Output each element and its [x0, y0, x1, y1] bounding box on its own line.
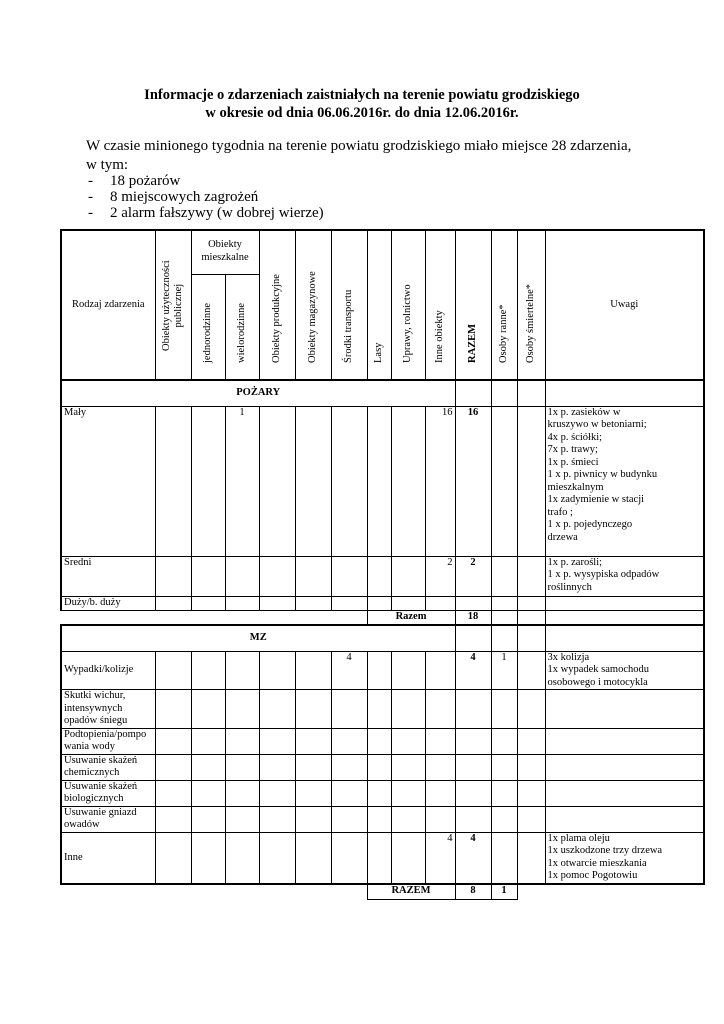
- cell-razem: 4: [455, 832, 491, 884]
- header-transport: Środki transportu: [331, 230, 367, 380]
- mz-razem-value: 8: [455, 884, 491, 899]
- cell-uwagi: 1x p. zasieków w kruszywo w betoniarni; 4x p. ściółki; 7x p. trawy; 1x p. śmieci 1 x p. piwnicy w budynku mieszkalnym 1x zadymienie w stacji trafo ; 1 x p. pojedynczego drzewa: [545, 406, 704, 556]
- mz-razem-label: RAZEM: [367, 884, 455, 899]
- cell-value: 1: [225, 406, 259, 556]
- header-uwagi: Uwagi: [545, 230, 704, 380]
- row-label: Skutki wichur, intensywnych opadów śniegu: [61, 690, 155, 729]
- cell-value: 4: [331, 651, 367, 690]
- cell-razem: 16: [455, 406, 491, 556]
- header-lasy: Lasy: [367, 230, 391, 380]
- cell-razem: 2: [455, 556, 491, 596]
- section-mz: MZ: [61, 625, 455, 651]
- header-osoby-smiertelne: Osoby śmiertelne*: [517, 230, 545, 380]
- section-pozary: POŻARY: [61, 380, 455, 406]
- table-row: [61, 556, 704, 596]
- table-row: [61, 806, 704, 832]
- cell-uwagi: 1x p. zarośli; 1 x p. wysypiska odpadów roślinnych: [545, 556, 704, 596]
- header-rodzaj: Rodzaj zdarzenia: [61, 230, 155, 380]
- cell-value: 4: [425, 832, 455, 884]
- header-produkcyjne: Obiekty produkcyjne: [259, 230, 295, 380]
- cell-value: 2: [425, 556, 455, 596]
- row-label: Wypadki/kolizje: [61, 651, 155, 690]
- header-razem: RAZEM: [455, 230, 491, 380]
- bullet-item: - 18 pożarów: [88, 173, 181, 189]
- intro-line1: W czasie minionego tygodnia na terenie powiatu grodziskiego miało miejsce 28 zdarzenia,: [86, 138, 632, 154]
- cell-uwagi: 1x plama oleju 1x uszkodzone trzy drzewa 1x otwarcie mieszkania 1x pomoc Pogotowiu: [545, 832, 704, 884]
- row-label: Podtopienia/pompo wania wody: [61, 728, 155, 754]
- table-row: [61, 690, 704, 729]
- header-obiekty-publiczne: Obiekty użyteczności publicznej: [155, 230, 191, 380]
- row-label: Duży/b. duży: [61, 596, 155, 610]
- header-inne-obiekty: Inne obiekty: [425, 230, 455, 380]
- table-row: [61, 728, 704, 754]
- pozary-razem-value: 18: [455, 610, 491, 625]
- row-label: Usuwanie gniazd owadów: [61, 806, 155, 832]
- header-mieszkalne: Obiekty mieszkalne: [191, 230, 259, 274]
- incidents-table: [60, 229, 705, 900]
- document-title-line2: w okresie od dnia 06.06.2016r. do dnia 12.06.2016r.: [205, 105, 519, 121]
- table-row: [61, 832, 704, 884]
- header-uprawy: Uprawy, rolnictwo: [391, 230, 425, 380]
- pozary-razem-label: Razem: [367, 610, 455, 625]
- cell-value: 16: [425, 406, 455, 556]
- table-row: [61, 754, 704, 780]
- bullet-item: - 8 miejscowych zagrożeń: [88, 189, 259, 205]
- intro-line2: w tym:: [86, 157, 129, 173]
- cell-uwagi: 3x kolizja 1x wypadek samochodu osobowego i motocykla: [545, 651, 704, 690]
- table-row: [61, 596, 704, 610]
- document-title-line1: Informacje o zdarzeniach zaistniałych na terenie powiatu grodziskiego: [144, 87, 580, 103]
- row-label: Usuwanie skażeń chemicznych: [61, 754, 155, 780]
- table-row: [61, 406, 704, 556]
- cell-ranne: 1: [491, 651, 517, 690]
- table-row: [61, 651, 704, 690]
- cell-razem: 4: [455, 651, 491, 690]
- row-label: Usuwanie skażeń biologicznych: [61, 780, 155, 806]
- header-jednorodzinne: jednorodzinne: [191, 274, 225, 380]
- row-label: Średni: [61, 556, 155, 596]
- header-osoby-ranne: Osoby ranne*: [491, 230, 517, 380]
- header-magazynowe: Obiekty magazynowe: [295, 230, 331, 380]
- table-row: [61, 780, 704, 806]
- row-label: Mały: [61, 406, 155, 556]
- header-wielorodzinne: wielorodzinne: [225, 274, 259, 380]
- row-label: Inne: [61, 832, 155, 884]
- mz-razem-ranne: 1: [491, 884, 517, 899]
- bullet-item: - 2 alarm fałszywy (w dobrej wierze): [88, 205, 324, 221]
